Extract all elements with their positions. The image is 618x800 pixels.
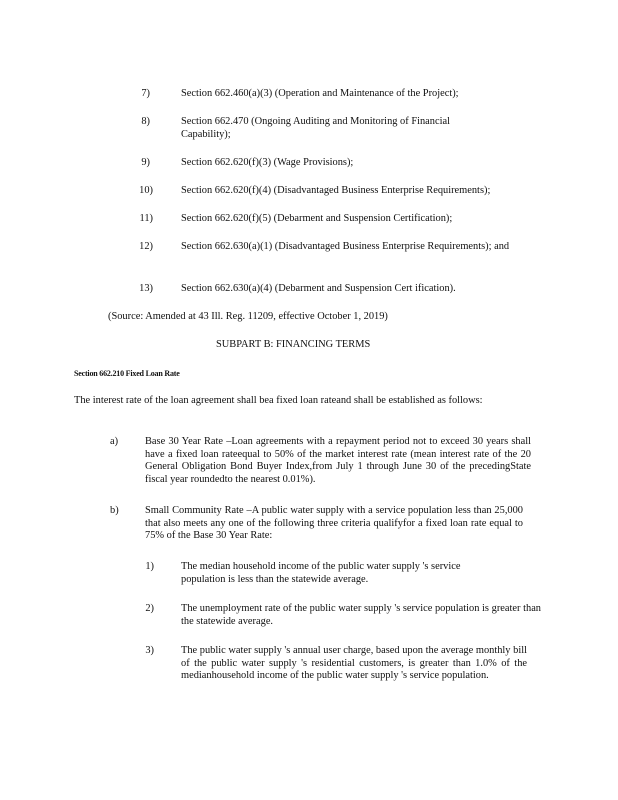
list-item: Small Community Rate –A public water supply with a service population less than 25,000 that also meets any one of the following three criteria qualifyfor a fixed loan rate equal to 75% of the Base 30 Year Rate: <box>145 505 523 542</box>
list-item: The median household income of the public water supply 's service population is less than the statewide average. <box>181 561 461 585</box>
item-label: a) <box>110 436 119 447</box>
list-number: 8) <box>141 116 150 127</box>
list-item: The public water supply 's annual user charge, based upon the average monthly bill of the public water supply 's residential customers, is greater than 1.0% of the medianhousehold income of the public water supply 's service population. <box>181 645 527 682</box>
list-number: 10) <box>139 185 153 196</box>
list-number: 12) <box>139 241 153 252</box>
item-label: b) <box>110 505 119 516</box>
intro-paragraph: The interest rate of the loan agreement shall bea fixed loan rateand shall be established as follows: <box>74 395 483 406</box>
list-item: Section 662.630(a)(4) (Debarment and Suspension Cert ification). <box>181 283 456 294</box>
section-heading: Section 662.210 Fixed Loan Rate <box>74 369 180 378</box>
list-number: 3) <box>145 645 154 656</box>
list-item: Base 30 Year Rate –Loan agreements with a repayment period not to exceed 30 years shall have a fixed loan rateequal to 50% of the market interest rate (mean interest rate of the 20 General Obligation Bond Buyer Index,from July 1 through June 30 of the precedingState fiscal year roundedto the nearest 0.01%). <box>145 436 531 485</box>
subpart-heading: SUBPART B: FINANCING TERMS <box>216 339 371 350</box>
list-item: Section 662.460(a)(3) (Operation and Maintenance of the Project); <box>181 88 459 99</box>
list-item: Section 662.620(f)(3) (Wage Provisions); <box>181 157 354 168</box>
source-note: (Source: Amended at 43 Ill. Reg. 11209, effective October 1, 2019) <box>108 311 388 322</box>
list-item: The unemployment rate of the public water supply 's service population is greater than the statewide average. <box>181 603 541 627</box>
list-item: Section 662.620(f)(4) (Disadvantaged Business Enterprise Requirements); <box>181 185 491 196</box>
list-number: 7) <box>141 88 150 99</box>
list-item: Section 662.470 (Ongoing Auditing and Monitoring of Financial Capability); <box>181 116 450 140</box>
list-number: 2) <box>145 603 154 614</box>
list-item: Section 662.630(a)(1) (Disadvantaged Business Enterprise Requirements); and <box>181 241 510 252</box>
list-number: 13) <box>139 283 153 294</box>
list-number: 9) <box>141 157 150 168</box>
list-item: Section 662.620(f)(5) (Debarment and Suspension Certification); <box>181 213 453 224</box>
list-number: 1) <box>145 561 154 572</box>
list-number: 11) <box>139 213 153 224</box>
